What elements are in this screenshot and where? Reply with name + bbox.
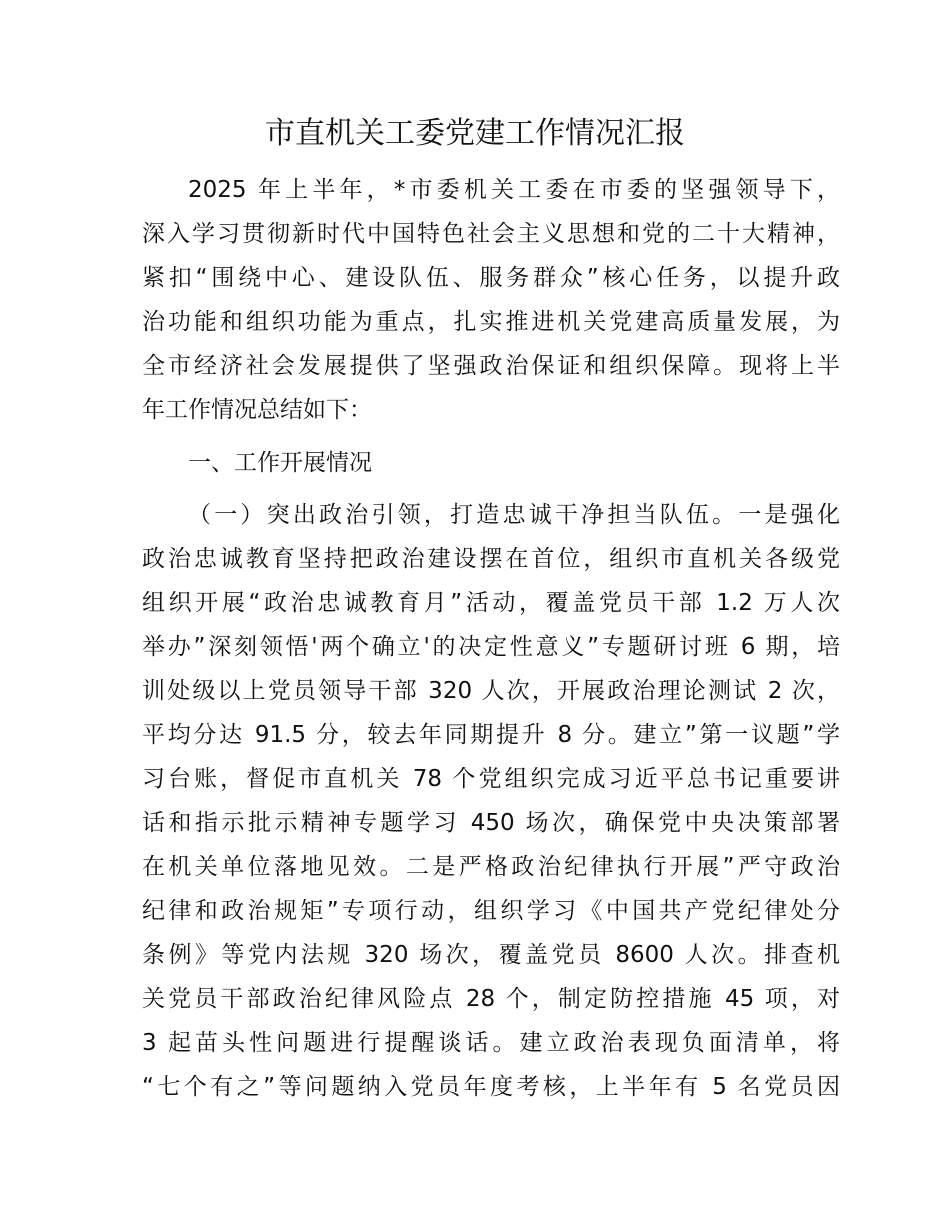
section-heading: 一、工作开展情况 (188, 450, 372, 476)
paragraph-line: 组织开展“政治忠诚教育月”活动，覆盖党员干部 1.2 万人次 (142, 590, 840, 616)
document-title: 市直机关工委党建工作情况汇报 (265, 116, 685, 151)
paragraph-line: 全市经济社会发展提供了坚强政治保证和组织保障。现将上半 (142, 353, 840, 379)
paragraph-line: 治功能和组织功能为重点，扎实推进机关党建高质量发展，为 (142, 309, 840, 335)
paragraph-line: 训处级以上党员领导干部 320 人次，开展政治理论测试 2 次， (142, 678, 840, 704)
paragraph-line: 习台账，督促市直机关 78 个党组织完成习近平总书记重要讲 (142, 766, 840, 792)
paragraph-line: 3 起苗头性问题进行提醒谈话。建立政治表现负面清单，将 (142, 1030, 840, 1056)
paragraph-line: 纪律和政治规矩”专项行动，组织学习《中国共产党纪律处分 (142, 898, 840, 924)
paragraph-line: 平均分达 91.5 分，较去年同期提升 8 分。建立”第一议题”学 (142, 722, 840, 748)
paragraph-line: 2025 年上半年，*市委机关工委在市委的坚强领导下， (188, 177, 840, 203)
paragraph-line: 紧扣“围绕中心、建设队伍、服务群众”核心任务，以提升政 (142, 265, 840, 291)
paragraph-line: “七个有之”等问题纳入党员年度考核，上半年有 5 名党员因 (142, 1074, 840, 1100)
paragraph-line: 条例》等党内法规 320 场次，覆盖党员 8600 人次。排查机 (142, 942, 840, 968)
paragraph-line: 深入学习贯彻新时代中国特色社会主义思想和党的二十大精神， (142, 221, 840, 247)
paragraph-line: 在机关单位落地见效。二是严格政治纪律执行开展”严守政治 (142, 854, 840, 880)
paragraph-line: 话和指示批示精神专题学习 450 场次，确保党中央决策部署 (142, 810, 840, 836)
paragraph-line: 举办”深刻领悟'两个确立'的决定性意义”专题研讨班 6 期，培 (142, 634, 840, 660)
paragraph-line: 年工作情况总结如下： (142, 397, 372, 423)
paragraph-line: （一）突出政治引领，打造忠诚干净担当队伍。一是强化 (188, 502, 840, 528)
paragraph-line: 关党员干部政治纪律风险点 28 个，制定防控措施 45 项，对 (142, 986, 840, 1012)
paragraph-line: 政治忠诚教育坚持把政治建设摆在首位，组织市直机关各级党 (142, 546, 840, 572)
